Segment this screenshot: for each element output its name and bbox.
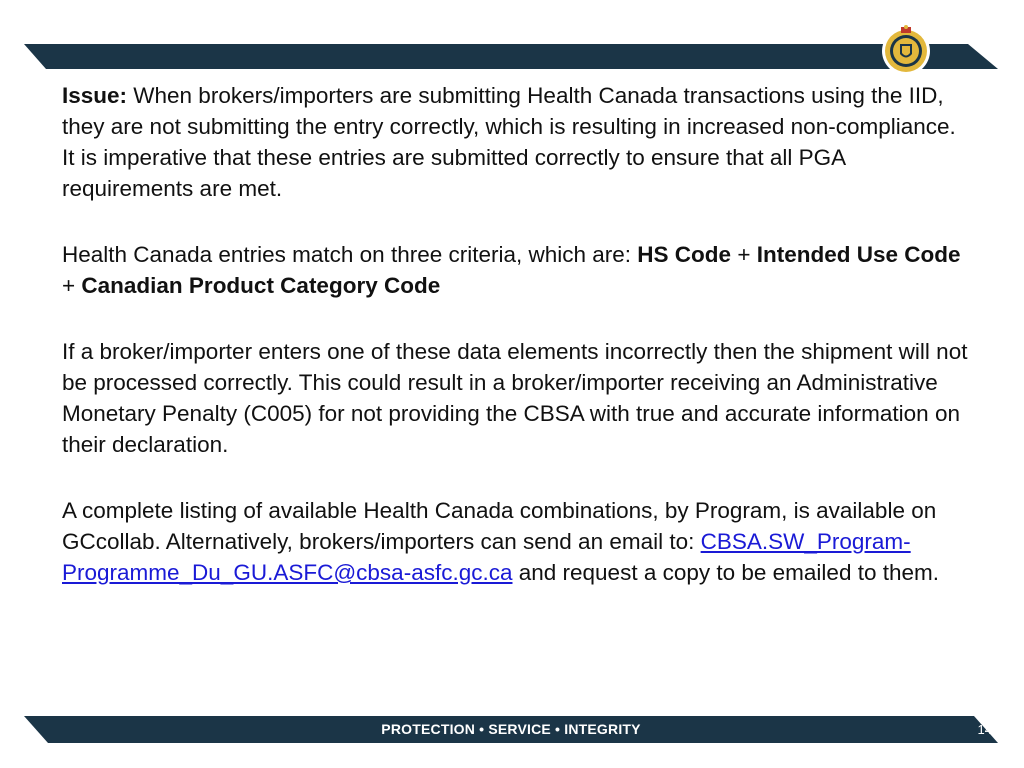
category-term: Canadian Product Category Code (81, 273, 441, 298)
slide-body (62, 80, 972, 623)
issue-label: Issue: (62, 83, 128, 108)
criteria-paragraph (62, 239, 972, 301)
footer-band (24, 716, 998, 743)
footer-motto: PROTECTION • SERVICE • INTEGRITY (381, 721, 641, 737)
hs-code-term: HS Code (637, 242, 732, 267)
plus-sign: + (731, 242, 757, 267)
page-number: 14 (977, 722, 992, 737)
listing-text-before: A complete listing of available Health Canada combinations, by Program, is available on GCcollab. Alternatively, brokers/importers can send an email to: (62, 498, 937, 554)
cbsa-crest-icon (880, 24, 932, 76)
penalty-text: If a broker/importer enters one of these data elements incorrectly then the shipment will not be processed correctly. This could result in a broker/importer receiving an Administrative Monetary Penalty (C005) for not providing the CBSA with true and accurate information on their declaration. (62, 339, 968, 457)
listing-text-after: and request a copy to be emailed to them. (512, 560, 939, 585)
email-link[interactable]: CBSA.SW_Program-Programme_Du_GU.ASFC@cbsa-asfc.gc.ca (62, 529, 911, 585)
issue-paragraph (62, 80, 972, 204)
header-band (24, 44, 998, 69)
listing-paragraph (62, 495, 972, 588)
intended-use-term: Intended Use Code (756, 242, 961, 267)
plus-sign: + (62, 273, 82, 298)
penalty-paragraph (62, 336, 972, 460)
criteria-intro: Health Canada entries match on three criteria, which are: (62, 242, 638, 267)
issue-text: When brokers/importers are submitting Health Canada transactions using the IID, they are not submitting the entry correctly, which is resulting in increased non-compliance. It is imperative that these entries are submitted correctly to ensure that all PGA requirements are met. (62, 83, 956, 201)
